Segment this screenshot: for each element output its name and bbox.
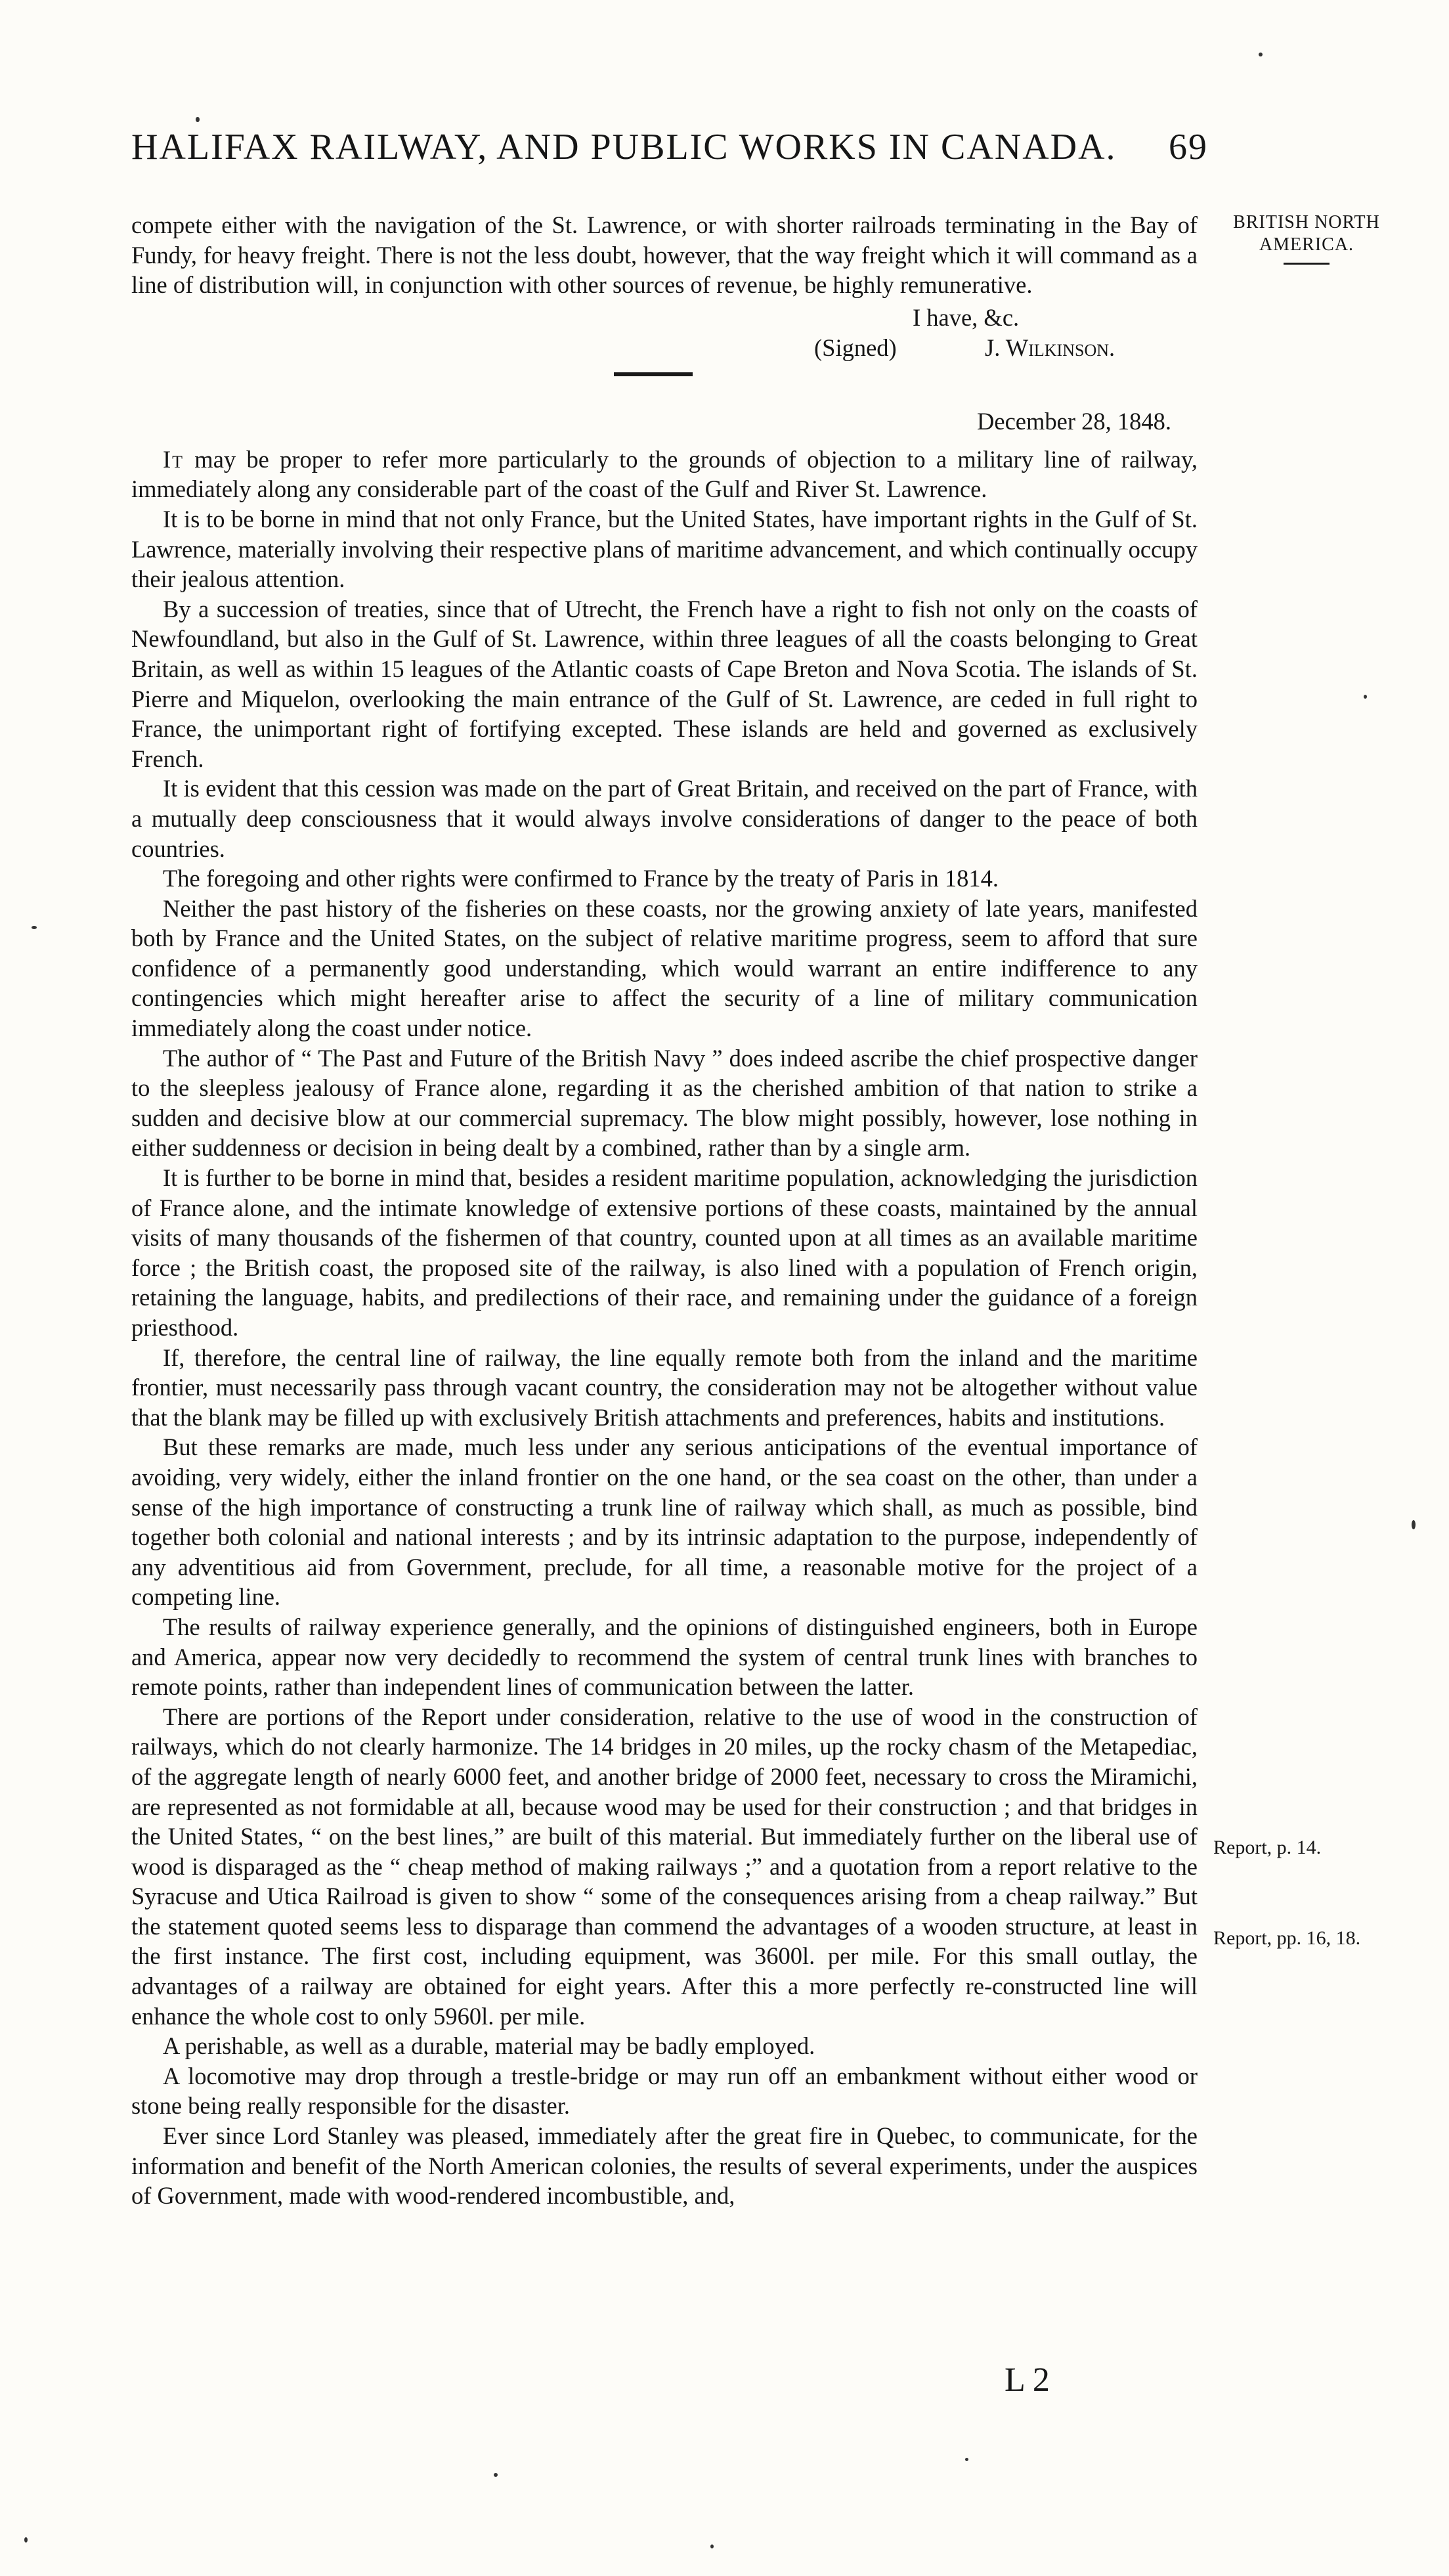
closing-formula: I have, &c. — [913, 303, 1020, 331]
paragraph: By a succession of treaties, since that of Utrecht, the French have a right to fish not only on the coasts of Newfoundland, but also in the Gulf of St. Lawrence, within three leagues of all the coasts belonging to Great Britain, as well as within 15 leagues of the Atlantic coasts of Cape Breton and Nova Scotia. The islands of St. Pierre and Miquelon, overlooking the main entrance of the Gulf of St. Lawrence, are ceded in full right to France, the unimportant right of fortifying excepted. These islands are held and governed as exclusively French. — [131, 595, 1198, 772]
running-header — [131, 129, 1208, 165]
scan-speck — [24, 2537, 28, 2543]
page-number: 69 — [1169, 127, 1208, 167]
paragraph: It is evident that this cession was made on the part of Great Britain, and received on the part of France, with a mutually deep consciousness that it would always involve considerations of danger to the peace of both countries. — [131, 775, 1198, 862]
signature-mark: L 2 — [1005, 2361, 1050, 2399]
scan-speck — [196, 117, 200, 122]
scan-speck — [1259, 53, 1263, 56]
paragraph-initial-word: It — [163, 445, 184, 473]
letter-date: December 28, 1848. — [977, 407, 1171, 435]
letter-closing — [131, 300, 1198, 399]
scan-speck — [710, 2544, 714, 2548]
scan-speck — [32, 926, 37, 929]
margin-note-report-pp16-18: Report, pp. 16, 18. — [1213, 1927, 1361, 1949]
opening-paragraph: compete either with the navigation of the St. Lawrence, or with shorter railroads terminating in the Bay of Fundy, for heavy freight. There is not the less doubt, however, that the way freight which it will command as a line of distribution will, in conjunction with other sources of revenue, be highly remunerative. — [131, 211, 1198, 299]
paragraph: It is to be borne in mind that not only France, but the United States, have important rights in the Gulf of St. Lawrence, materially involving their respective plans of maritime advancement, and which continually occupy their jealous attention. — [131, 505, 1198, 593]
body-text — [131, 210, 1198, 2211]
margin-section-label — [1208, 211, 1405, 265]
margin-label-rule — [1284, 263, 1330, 265]
scan-speck — [1364, 695, 1367, 699]
section-divider — [614, 372, 693, 376]
paragraph: The author of “ The Past and Future of the British Navy ” does indeed ascribe the chief prospective danger to the sleepless jealousy of France alone, regarding it as the cherished ambition of that nation to strike a sudden and decisive blow at our commercial supremacy. The blow might possibly, however, lose nothing in either suddenness or decision in being dealt by a combined, rather than by a single arm. — [131, 1044, 1198, 1162]
paragraph: There are portions of the Report under consideration, relative to the use of wood in the construction of railways, which do not clearly harmonize. The 14 bridges in 20 miles, up the rocky chasm of the Metapediac, of the aggregate length of nearly 6000 feet, and another bridge of 2000 feet, necessary to cross the Miramichi, are represented as not formidable at all, because wood may be used for their construction ; and that bridges in the United States, “ on the best lines,” are built of this material. But immediately further on the liberal use of wood is disparaged as the “ cheap method of making railways ;” and a quotation from a report relative to the Syracuse and Utica Railroad is given to show “ some of the consequences arising from a cheap railway.” But the statement quoted seems less to disparage than commend the advantages of a wooden structure, at least in the first instance. The first cost, including equipment, was 3600l. per mile. For this small outlay, the advantages of a railway are obtained for eight years. After this a more perfectly re-constructed line will enhance the whole cost to only 5960l. per mile. — [131, 1703, 1198, 2030]
scan-speck — [1412, 1520, 1416, 1529]
margin-label-text: BRITISH NORTH AMERICA. — [1233, 212, 1380, 255]
paragraph: If, therefore, the central line of railway, the line equally remote both from the inland and the maritime frontier, must necessarily pass through vacant country, the consideration may not be altogether without value that the blank may be filled up with exclusively British attachments and preferences, habits and institutions. — [131, 1343, 1198, 1431]
page-header-title: HALIFAX RAILWAY, AND PUBLIC WORKS IN CANADA. — [131, 127, 1117, 167]
paragraph: It is further to be borne in mind that, besides a resident maritime population, acknowledging the jurisdiction of France alone, and the intimate knowledge of extensive portions of these coasts, maintained by the annual visits of many thousands of the fishermen of that country, counted upon at all times as an available maritime force ; the British coast, the proposed site of the railway, is also lined with a population of French origin, retaining the language, habits, and predilections of their race, and remaining under the guidance of a foreign priesthood. — [131, 1164, 1198, 1341]
paragraph: The results of railway experience generally, and the opinions of distinguished engineers, both in Europe and America, appear now very decidedly to recommend the system of central trunk lines with branches to remote points, rather than independent lines of communication between the latter. — [131, 1613, 1198, 1701]
margin-note-report-p14: Report, p. 14. — [1213, 1837, 1322, 1858]
scan-speck — [494, 2473, 498, 2477]
paragraph — [131, 445, 1198, 504]
paragraph: But these remarks are made, much less under any serious anticipations of the eventual importance of avoiding, very widely, either the inland frontier on the one hand, or the sea coast on the other, than under a sense of the high importance of constructing a trunk line of railway which shall, as much as possible, bind together both colonial and national interests ; and by its intrinsic adaptation to the purpose, independently of any adventitious aid from Government, preclude, for all time, a reasonable motive for the project of a competing line. — [131, 1433, 1198, 1611]
paragraph: A perishable, as well as a durable, material may be badly employed. — [163, 2032, 815, 2060]
signer-name: J. Wilkinson. — [985, 334, 1115, 361]
signed-label: (Signed) — [814, 334, 897, 361]
paragraph: Ever since Lord Stanley was pleased, immediately after the great fire in Quebec, to communicate, for the information and benefit of the North American colonies, the results of several experiments, under the auspices of Government, made with wood-rendered incombustible, and, — [131, 2122, 1198, 2210]
paragraph-text: may be proper to refer more particularly to the grounds of objection to a military line of railway, immediately along any considerable part of the coast of the Gulf and River St. Lawrence. — [131, 445, 1198, 503]
scan-speck — [965, 2458, 968, 2461]
paragraph: Neither the past history of the fisheries on these coasts, nor the growing anxiety of late years, manifested both by France and the United States, on the subject of relative maritime progress, seem to afford that sure confidence of a permanently good understanding, which would warrant an entire indifference to any contingencies which might hereafter arise to affect the security of a line of military communication immediately along the coast under notice. — [131, 894, 1198, 1042]
paragraph: A locomotive may drop through a trestle-bridge or may run off an embankment without either wood or stone being really responsible for the disaster. — [131, 2062, 1198, 2120]
paragraph: The foregoing and other rights were confirmed to France by the treaty of Paris in 1814. — [163, 865, 999, 892]
